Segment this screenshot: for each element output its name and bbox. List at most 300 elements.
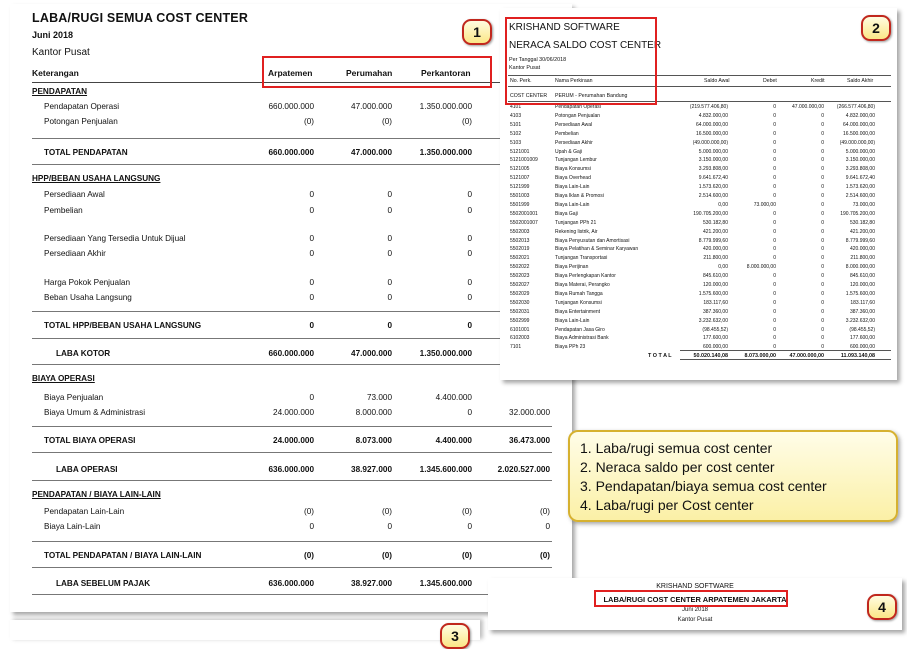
report-laba-rugi-semua-cost-center	[10, 4, 572, 612]
table-cell: Upah & Gaji	[555, 148, 582, 155]
table-cell: Biaya Lain-Lain	[555, 317, 590, 324]
col-header-debet: Debet	[763, 78, 777, 84]
row-label: Pendapatan Operasi	[44, 102, 120, 111]
row-value: 0	[309, 393, 314, 402]
table-row	[508, 229, 891, 237]
table-cell: 5502023	[510, 273, 530, 280]
row-value: (0)	[539, 551, 550, 560]
table-cell: 47.000.000,00	[792, 104, 824, 110]
row-value: 0	[545, 522, 550, 531]
table-cell: 0	[821, 193, 824, 199]
table-row	[508, 246, 891, 254]
row-label: Harga Pokok Penjualan	[44, 278, 131, 287]
highlight-report-header	[505, 17, 657, 105]
row-value: 1.350.000.000	[419, 349, 472, 358]
table-cell: 530.182,80	[849, 219, 875, 226]
table-cell: Persediaan Awal	[555, 121, 593, 128]
table-cell: 3.150.000,00	[845, 157, 875, 164]
table-cell: 0	[773, 299, 776, 306]
report-title: LABA/RUGI COST CENTER ARPATEMEN JAKARTA	[603, 595, 787, 604]
table-row	[508, 140, 891, 148]
separator-rule	[32, 541, 552, 542]
legend-callout	[568, 430, 898, 522]
table-cell: 387.360,00	[849, 308, 875, 315]
row-label: LABA OPERASI	[56, 465, 118, 474]
row-value: 0	[309, 278, 314, 287]
section-pendapatan: PENDAPATAN	[32, 87, 88, 96]
row-value: 8.000.000	[355, 408, 392, 417]
row-label: Persediaan Yang Tersedia Untuk Dijual	[44, 234, 186, 243]
table-cell: Biaya Entertainment	[555, 308, 601, 315]
table-cell: 0	[821, 317, 824, 324]
row-label: Persediaan Awal	[44, 190, 105, 199]
table-row	[508, 264, 891, 272]
table-cell: 0	[821, 255, 824, 262]
table-cell: 0	[821, 246, 824, 253]
report-laba-rugi-per-cost-center	[488, 578, 902, 630]
row-value: (0)	[381, 117, 392, 126]
table-row	[508, 104, 891, 112]
row-value: 636.000.000	[268, 579, 314, 588]
table-cell: 6101001	[510, 326, 530, 333]
table-row	[508, 175, 891, 183]
table-cell: 5502030	[510, 299, 530, 306]
table-cell: 73.000,00	[753, 201, 776, 208]
table-cell: 5502001007	[510, 219, 538, 226]
row-value: 0	[467, 190, 472, 199]
row-label: Beban Usaha Langsung	[44, 293, 132, 302]
section-lain-lain: PENDAPATAN / BIAYA LAIN-LAIN	[32, 490, 161, 499]
table-cell: 5.000.000,00	[845, 148, 875, 155]
table-row	[508, 211, 891, 219]
row-value: 0	[387, 234, 392, 243]
row-label: TOTAL PENDAPATAN	[44, 148, 128, 157]
table-cell: 4.832.000,00	[698, 112, 728, 119]
table-cell: 64.000.000,00	[696, 121, 728, 128]
table-cell: 5121999	[510, 184, 530, 191]
table-cell: 16.500.000,00	[696, 130, 728, 137]
row-value: (0)	[461, 117, 472, 126]
table-cell: 0	[821, 290, 824, 297]
row-value: 4.400.000	[435, 436, 472, 445]
row-value: 8.073.000	[355, 436, 392, 445]
table-cell: 0	[773, 166, 776, 173]
separator-rule	[32, 594, 552, 595]
table-cell: Biaya Gaji	[555, 210, 578, 217]
row-value: (0)	[461, 551, 472, 560]
row-value: 1.345.600.000	[419, 465, 472, 474]
row-value: 0	[467, 234, 472, 243]
table-cell: Biaya PPh 23	[555, 344, 586, 351]
table-cell: 0	[821, 148, 824, 155]
table-cell: 177.600,00	[849, 335, 875, 342]
company-name: KRISHAND SOFTWARE	[509, 22, 620, 33]
col-header-kredit: Kredit	[811, 78, 825, 84]
table-cell: 1.573.620,00	[845, 184, 875, 191]
table-cell: 183.117,60	[703, 299, 728, 306]
row-value: 636.000.000	[268, 465, 314, 474]
table-cell: 0	[821, 237, 824, 244]
separator-rule	[32, 452, 552, 453]
row-value: 0	[467, 408, 472, 417]
separator-rule	[32, 426, 552, 427]
table-cell: 5121001009	[510, 157, 538, 164]
row-value: 36.473.000	[509, 436, 550, 445]
table-cell: Potongan Penjualan	[555, 112, 601, 119]
row-label: TOTAL HPP/BEBAN USAHA LANGSUNG	[44, 321, 202, 330]
col-header-saldo-awal: Saldo Awal	[704, 78, 730, 84]
table-cell: (266.577.406,80)	[836, 104, 875, 110]
separator-rule	[32, 311, 552, 312]
table-cell: 1.575.600,00	[698, 290, 728, 297]
table-cell: 5101	[510, 121, 522, 128]
row-value: 1.350.000.000	[419, 148, 472, 157]
table-cell: Tunjangan PPh 21	[555, 219, 597, 226]
table-cell: Pendapatan Jasa Giro	[555, 326, 605, 333]
table-cell: 8.000.000,00	[746, 264, 776, 271]
row-value: 1.350.000.000	[419, 102, 472, 111]
col-header-perumahan: Perumahan	[346, 68, 393, 78]
total-saldo-akhir: 11.093.140,08	[840, 353, 875, 359]
table-cell: 73.000,00	[852, 201, 875, 208]
table-cell: Rekening listrik, Air	[555, 228, 598, 235]
section-biaya-operasi: BIAYA OPERASI	[32, 374, 95, 383]
table-cell: 0	[773, 335, 776, 342]
total-label: T O T A L	[648, 353, 672, 359]
table-cell: (49.000.000,00)	[692, 139, 728, 146]
row-value: 0	[387, 293, 392, 302]
table-cell: 421.200,00	[702, 228, 728, 235]
table-row	[508, 327, 891, 335]
total-bottom-line	[680, 359, 891, 360]
table-cell: 0	[821, 139, 824, 146]
report-date: Per Tanggal 30/06/2018	[509, 57, 567, 63]
table-cell: 0	[773, 184, 776, 191]
table-cell: Biaya Konsumsi	[555, 166, 591, 173]
row-value: 0	[467, 522, 472, 531]
row-value: 24.000.000	[273, 436, 314, 445]
table-cell: 1.573.620,00	[698, 184, 728, 191]
row-value: 0	[387, 249, 392, 258]
row-value: 0	[309, 522, 314, 531]
total-saldo-awal: 50.020.140,08	[693, 353, 728, 359]
table-cell: 3.232.632,00	[845, 317, 875, 324]
table-cell: 0	[773, 112, 776, 119]
badge-1: 1	[462, 19, 492, 45]
row-value: (0)	[381, 551, 392, 560]
highlight-cost-center-columns	[262, 56, 492, 88]
table-cell: 421.200,00	[849, 228, 875, 235]
table-cell: 4103	[510, 112, 522, 119]
table-cell: 0	[773, 210, 776, 217]
report-office: Kantor Pusat	[509, 65, 541, 71]
callout-item-3: 3. Pendapatan/biaya semua cost center	[580, 478, 827, 494]
table-row	[508, 131, 891, 139]
table-cell: 530.182,80	[702, 219, 728, 226]
row-value: 0	[309, 234, 314, 243]
table-cell: 0	[821, 308, 824, 315]
table-cell: (98.455,52)	[702, 326, 728, 333]
table-cell: Persediaan Akhir	[555, 139, 593, 146]
col-header-perkantoran: Perkantoran	[421, 68, 471, 78]
table-cell: 0	[773, 273, 776, 280]
table-cell: 4101	[510, 104, 522, 110]
row-value: 1.345.600.000	[419, 579, 472, 588]
table-cell: Biaya Overhead	[555, 175, 591, 182]
table-cell: Biaya Penyusutan dan Amortisasi	[555, 237, 630, 244]
separator-rule	[32, 480, 552, 481]
table-cell: 183.117,60	[850, 299, 875, 306]
row-label: Biaya Penjualan	[44, 393, 104, 402]
table-cell: 600.000,00	[849, 344, 875, 351]
table-cell: Pembelian	[555, 130, 579, 137]
table-cell: 0,00	[718, 264, 728, 271]
table-row	[508, 202, 891, 210]
table-cell: 3.232.632,00	[698, 317, 728, 324]
table-cell: 5501999	[510, 201, 530, 208]
row-value: 73.000	[366, 393, 392, 402]
table-cell: 845.610,00	[702, 273, 728, 280]
table-cell: 0	[773, 317, 776, 324]
col-header-arpatemen: Arpatemen	[268, 68, 313, 78]
row-label: LABA KOTOR	[56, 349, 111, 358]
row-value: 38.927.000	[351, 465, 392, 474]
table-cell: 3.293.808,00	[845, 166, 875, 173]
col-header-no-perk: No. Perk.	[510, 78, 532, 84]
row-value: 0	[467, 321, 472, 330]
table-cell: Biaya Perlengkapan Kantor	[555, 273, 616, 280]
table-cell: Biaya Materai, Perangko	[555, 282, 610, 288]
table-cell: 5502022	[510, 264, 530, 271]
table-cell: 0,00	[718, 201, 728, 208]
table-cell: 0	[773, 228, 776, 235]
table-cell: 16.500.000,00	[843, 130, 875, 137]
separator-rule	[32, 567, 552, 568]
total-debet: 8.073.000,00	[744, 353, 776, 359]
table-cell: 64.000.000,00	[843, 121, 875, 128]
row-value: 0	[467, 293, 472, 302]
row-label: Biaya Umum & Administrasi	[44, 408, 146, 417]
table-cell: 9.641.672,40	[698, 175, 728, 182]
table-row	[508, 193, 891, 201]
table-cell: 5103	[510, 139, 522, 146]
table-cell: 0	[821, 201, 824, 208]
table-cell: 5102	[510, 130, 522, 137]
table-cell: 0	[821, 299, 824, 306]
row-value: 0	[387, 522, 392, 531]
table-cell: 0	[821, 326, 824, 333]
row-value: 0	[387, 190, 392, 199]
row-value: 47.000.000	[351, 102, 392, 111]
table-cell: Tunjangan Lembur	[555, 157, 597, 164]
table-cell: 5.000.000,00	[698, 148, 728, 155]
table-cell: 190.705.200,00	[840, 210, 875, 217]
table-cell: 8.779.999,60	[698, 237, 728, 244]
table-cell: 0	[773, 139, 776, 146]
row-value: 0	[387, 206, 392, 215]
table-cell: 0	[821, 166, 824, 173]
table-row	[508, 309, 891, 317]
table-cell: 4.832.000,00	[845, 112, 875, 119]
row-value: 2.020.527.000	[497, 465, 550, 474]
separator-rule	[32, 338, 552, 339]
report-pendapatan-biaya-semua-cost-center	[10, 620, 480, 644]
table-cell: 5121005	[510, 166, 530, 173]
table-cell: 5502003	[510, 228, 530, 235]
table-cell: 420.000,00	[702, 246, 728, 253]
row-value: (0)	[303, 117, 314, 126]
table-cell: 0	[821, 121, 824, 128]
row-value: (0)	[303, 551, 314, 560]
table-cell: 5502029	[510, 290, 530, 297]
table-cell: 420.000,00	[849, 246, 875, 253]
table-cell: 5502021	[510, 255, 530, 262]
row-value: 0	[309, 293, 314, 302]
table-cell: 0	[821, 130, 824, 137]
report-neraca-saldo-cost-center	[500, 8, 897, 380]
row-value: 24.000.000	[273, 408, 314, 417]
table-cell: 5502019	[510, 246, 530, 253]
col-header-nama: Nama Perkiraan	[555, 78, 593, 84]
row-value: 47.000.000	[351, 148, 392, 157]
row-label: Persediaan Akhir	[44, 249, 106, 258]
separator-rule	[32, 164, 552, 165]
table-cell: 0	[773, 246, 776, 253]
table-row	[508, 149, 891, 157]
table-cell: 0	[773, 282, 776, 288]
table-cell: 600.000,00	[702, 344, 728, 351]
row-value: 660.000.000	[268, 148, 314, 157]
table-cell: 2.514.600,00	[845, 193, 875, 199]
table-cell: 0	[773, 130, 776, 137]
table-cell: 5502031	[510, 308, 530, 315]
table-cell: Biaya Perijinan	[555, 264, 589, 271]
table-cell: 120.000,00	[849, 282, 875, 288]
total-kredit: 47.000.000,00	[789, 353, 824, 359]
table-cell: 845.610,00	[849, 273, 875, 280]
table-cell: Biaya Iklan & Promosi	[555, 193, 604, 199]
table-cell: 0	[821, 219, 824, 226]
table-cell: 0	[773, 193, 776, 199]
table-row	[508, 166, 891, 174]
table-cell: (219.577.406,80)	[689, 104, 728, 110]
row-value: 0	[309, 206, 314, 215]
badge-4: 4	[867, 594, 897, 620]
row-label: TOTAL PENDAPATAN / BIAYA LAIN-LAIN	[44, 551, 202, 560]
col-header-saldo-akhir: Saldo Akhir	[847, 78, 874, 84]
separator-rule	[32, 364, 552, 365]
table-cell: 211.800,00	[703, 255, 728, 262]
callout-item-1: 1. Laba/rugi semua cost center	[580, 440, 773, 456]
table-cell: 0	[773, 326, 776, 333]
table-cell: 0	[821, 344, 824, 351]
row-label: Biaya Lain-Lain	[44, 522, 101, 531]
table-cell: 0	[773, 219, 776, 226]
table-cell: 5502999	[510, 317, 530, 324]
table-cell: 0	[821, 157, 824, 164]
table-cell: 0	[773, 148, 776, 155]
table-cell: Biaya Rumah Tangga	[555, 290, 603, 297]
badge-2: 2	[861, 15, 891, 41]
col-header-keterangan: Keterangan	[32, 68, 79, 78]
row-value: (0)	[303, 507, 314, 516]
table-cell: 177.600,00	[702, 335, 728, 342]
table-cell: 0	[773, 308, 776, 315]
table-cell: 120.000,00	[702, 282, 728, 288]
total-line	[680, 350, 891, 351]
table-cell: 3.293.808,00	[698, 166, 728, 173]
row-value: 0	[309, 190, 314, 199]
table-row	[508, 113, 891, 121]
table-cell: 387.360,00	[702, 308, 728, 315]
row-value: 32.000.000	[509, 408, 550, 417]
table-row	[508, 220, 891, 228]
table-cell: Biaya Administrasi Bank	[555, 335, 609, 342]
row-label: TOTAL BIAYA OPERASI	[44, 436, 136, 445]
table-cell: 8.779.999,60	[845, 237, 875, 244]
table-row	[508, 122, 891, 130]
table-cell: Biaya Lain-Lain	[555, 201, 590, 208]
row-value: 47.000.000	[351, 349, 392, 358]
table-cell: 0	[821, 282, 824, 288]
row-label: Pembelian	[44, 206, 83, 215]
table-cell: 0	[773, 157, 776, 164]
table-cell: 8.000.000,00	[845, 264, 875, 271]
table-cell: 5501003	[510, 193, 530, 199]
table-cell: 0	[773, 175, 776, 182]
table-cell: 5502001001	[510, 210, 538, 217]
table-cell: 0	[821, 184, 824, 191]
table-cell: 3.150.000,00	[698, 157, 728, 164]
report-office: Kantor Pusat	[677, 617, 713, 623]
table-cell: 0	[821, 228, 824, 235]
table-cell: 0	[821, 335, 824, 342]
table-row	[508, 282, 891, 290]
table-row	[508, 300, 891, 308]
row-value: (0)	[539, 507, 550, 516]
table-cell: Tunjangan Konsumsi	[555, 299, 602, 306]
table-cell: 9.641.672,40	[845, 175, 875, 182]
table-cell: 0	[773, 290, 776, 297]
table-cell: 190.705.200,00	[693, 210, 728, 217]
row-label: Potongan Penjualan	[44, 117, 118, 126]
row-value: 0	[467, 278, 472, 287]
row-value: 4.400.000	[435, 393, 472, 402]
row-value: 38.927.000	[351, 579, 392, 588]
table-cell: 0	[773, 344, 776, 351]
report-office: Kantor Pusat	[32, 47, 90, 58]
section-hpp: HPP/BEBAN USAHA LANGSUNG	[32, 174, 161, 183]
table-row	[508, 273, 891, 281]
table-cell: 1.575.600,00	[845, 290, 875, 297]
table-cell: 0	[821, 175, 824, 182]
row-value: 660.000.000	[268, 349, 314, 358]
row-label: Pendapatan Lain-Lain	[44, 507, 125, 516]
table-cell: 0	[773, 255, 776, 262]
table-cell: 7101	[510, 344, 522, 351]
highlight-report-title	[594, 590, 788, 607]
table-row	[508, 157, 891, 165]
row-value: 660.000.000	[268, 102, 314, 111]
company-name: KRISHAND SOFTWARE	[656, 583, 734, 590]
table-cell: 211.800,00	[850, 255, 875, 262]
table-cell: 5502027	[510, 282, 530, 288]
table-row	[508, 344, 891, 352]
table-cell: 0	[821, 112, 824, 119]
table-cell: 5121007	[510, 175, 530, 182]
table-cell: Tunjangan Transportasi	[555, 255, 608, 262]
table-cell: Biaya Lain-Lain	[555, 184, 590, 191]
